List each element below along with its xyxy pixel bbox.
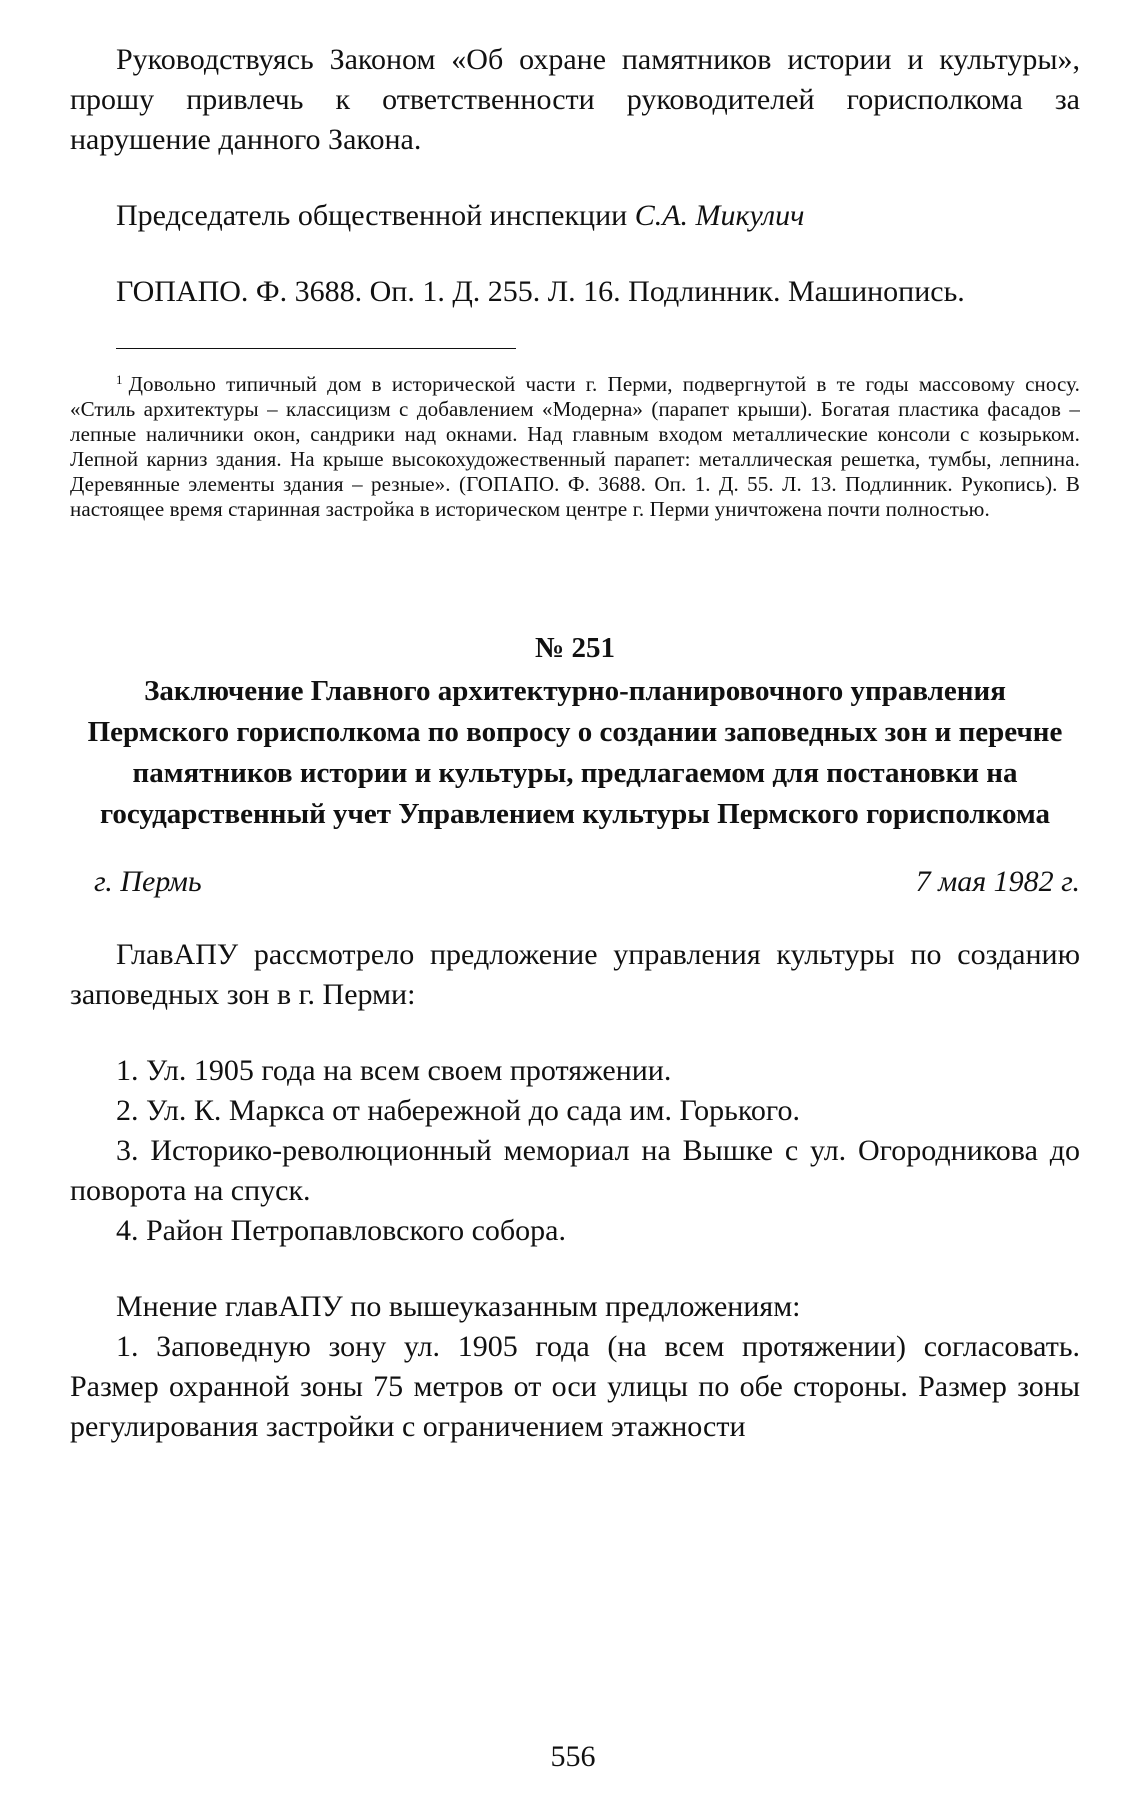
opinion-item-1: 1. Заповедную зону ул. 1905 года (на всем протяжении) согласовать. Размер охранной зоны 75 метров от оси улицы по обе стороны. Размер зоны регулирования застройки с ограничением этажности xyxy=(70,1330,1080,1443)
signature-line xyxy=(70,196,1080,236)
footnote xyxy=(70,367,1080,522)
list-item: 1. Ул. 1905 года на всем своем протяжении. xyxy=(116,1054,672,1087)
document-title: Заключение Главного архитектурно-планировочного управления Пермского горисполкома по вопросу о создании заповедных зон и перечне памятников истории и культуры, предлагаемом для постановки на государственный учет Управлением культуры Пермского горисполкома xyxy=(87,675,1063,830)
list-item: 4. Район Петропавловского собора. xyxy=(116,1214,566,1247)
list-item: 3. Историко-революционный мемориал на Вышке с ул. Огородникова до поворота на спуск. xyxy=(70,1134,1080,1207)
intro-paragraph: Руководствуясь Законом «Об охране памятников истории и культуры», прошу привлечь к ответственности руководителей горисполкома за нарушение данного Закона. xyxy=(70,43,1080,156)
document-number: № 251 xyxy=(535,632,615,664)
page-number: 556 xyxy=(550,1740,596,1773)
document-date: 7 мая 1982 г. xyxy=(915,865,1080,898)
body-paragraph-1: ГлавАПУ рассмотрело предложение управления культуры по созданию заповедных зон в г. Перми: xyxy=(70,938,1080,1011)
signature-position: Председатель общественной инспекции xyxy=(116,199,628,232)
signature-name: С.А. Микулич xyxy=(634,199,805,232)
zones-list xyxy=(70,1051,1080,1251)
source-note: ГОПАПО. Ф. 3688. Оп. 1. Д. 255. Л. 16. Подлинник. Машинопись. xyxy=(116,275,965,308)
footnote-separator xyxy=(116,348,516,349)
document-page xyxy=(70,40,1080,1447)
footnote-marker: 1 xyxy=(116,372,123,387)
opinion-heading: Мнение главАПУ по вышеуказанным предложениям: xyxy=(116,1290,801,1323)
document-place: г. Пермь xyxy=(94,865,202,898)
footnote-text: Довольно типичный дом в исторической части г. Перми, подвергнутой в те годы массовому сносу. «Стиль архитектуры – классицизм с добавлением «Модерна» (парапет крыши). Богатая пластика фасадов – лепные наличники окон, сандрики над окнами. Над главным входом металлические консоли с козырьком. Лепной карниз здания. На крыше высокохудожественный парапет: металлическая решетка, тумбы, лепнина. Деревянные элементы здания – резные». (ГОПАПО. Ф. 3688. Оп. 1. Д. 55. Л. 13. Подлинник. Рукопись). В настоящее время старинная застройка в историческом центре г. Перми уничтожена почти полностью. xyxy=(70,372,1080,521)
list-item: 2. Ул. К. Маркса от набережной до сада им. Горького. xyxy=(116,1094,800,1127)
place-date-line xyxy=(70,865,1080,899)
